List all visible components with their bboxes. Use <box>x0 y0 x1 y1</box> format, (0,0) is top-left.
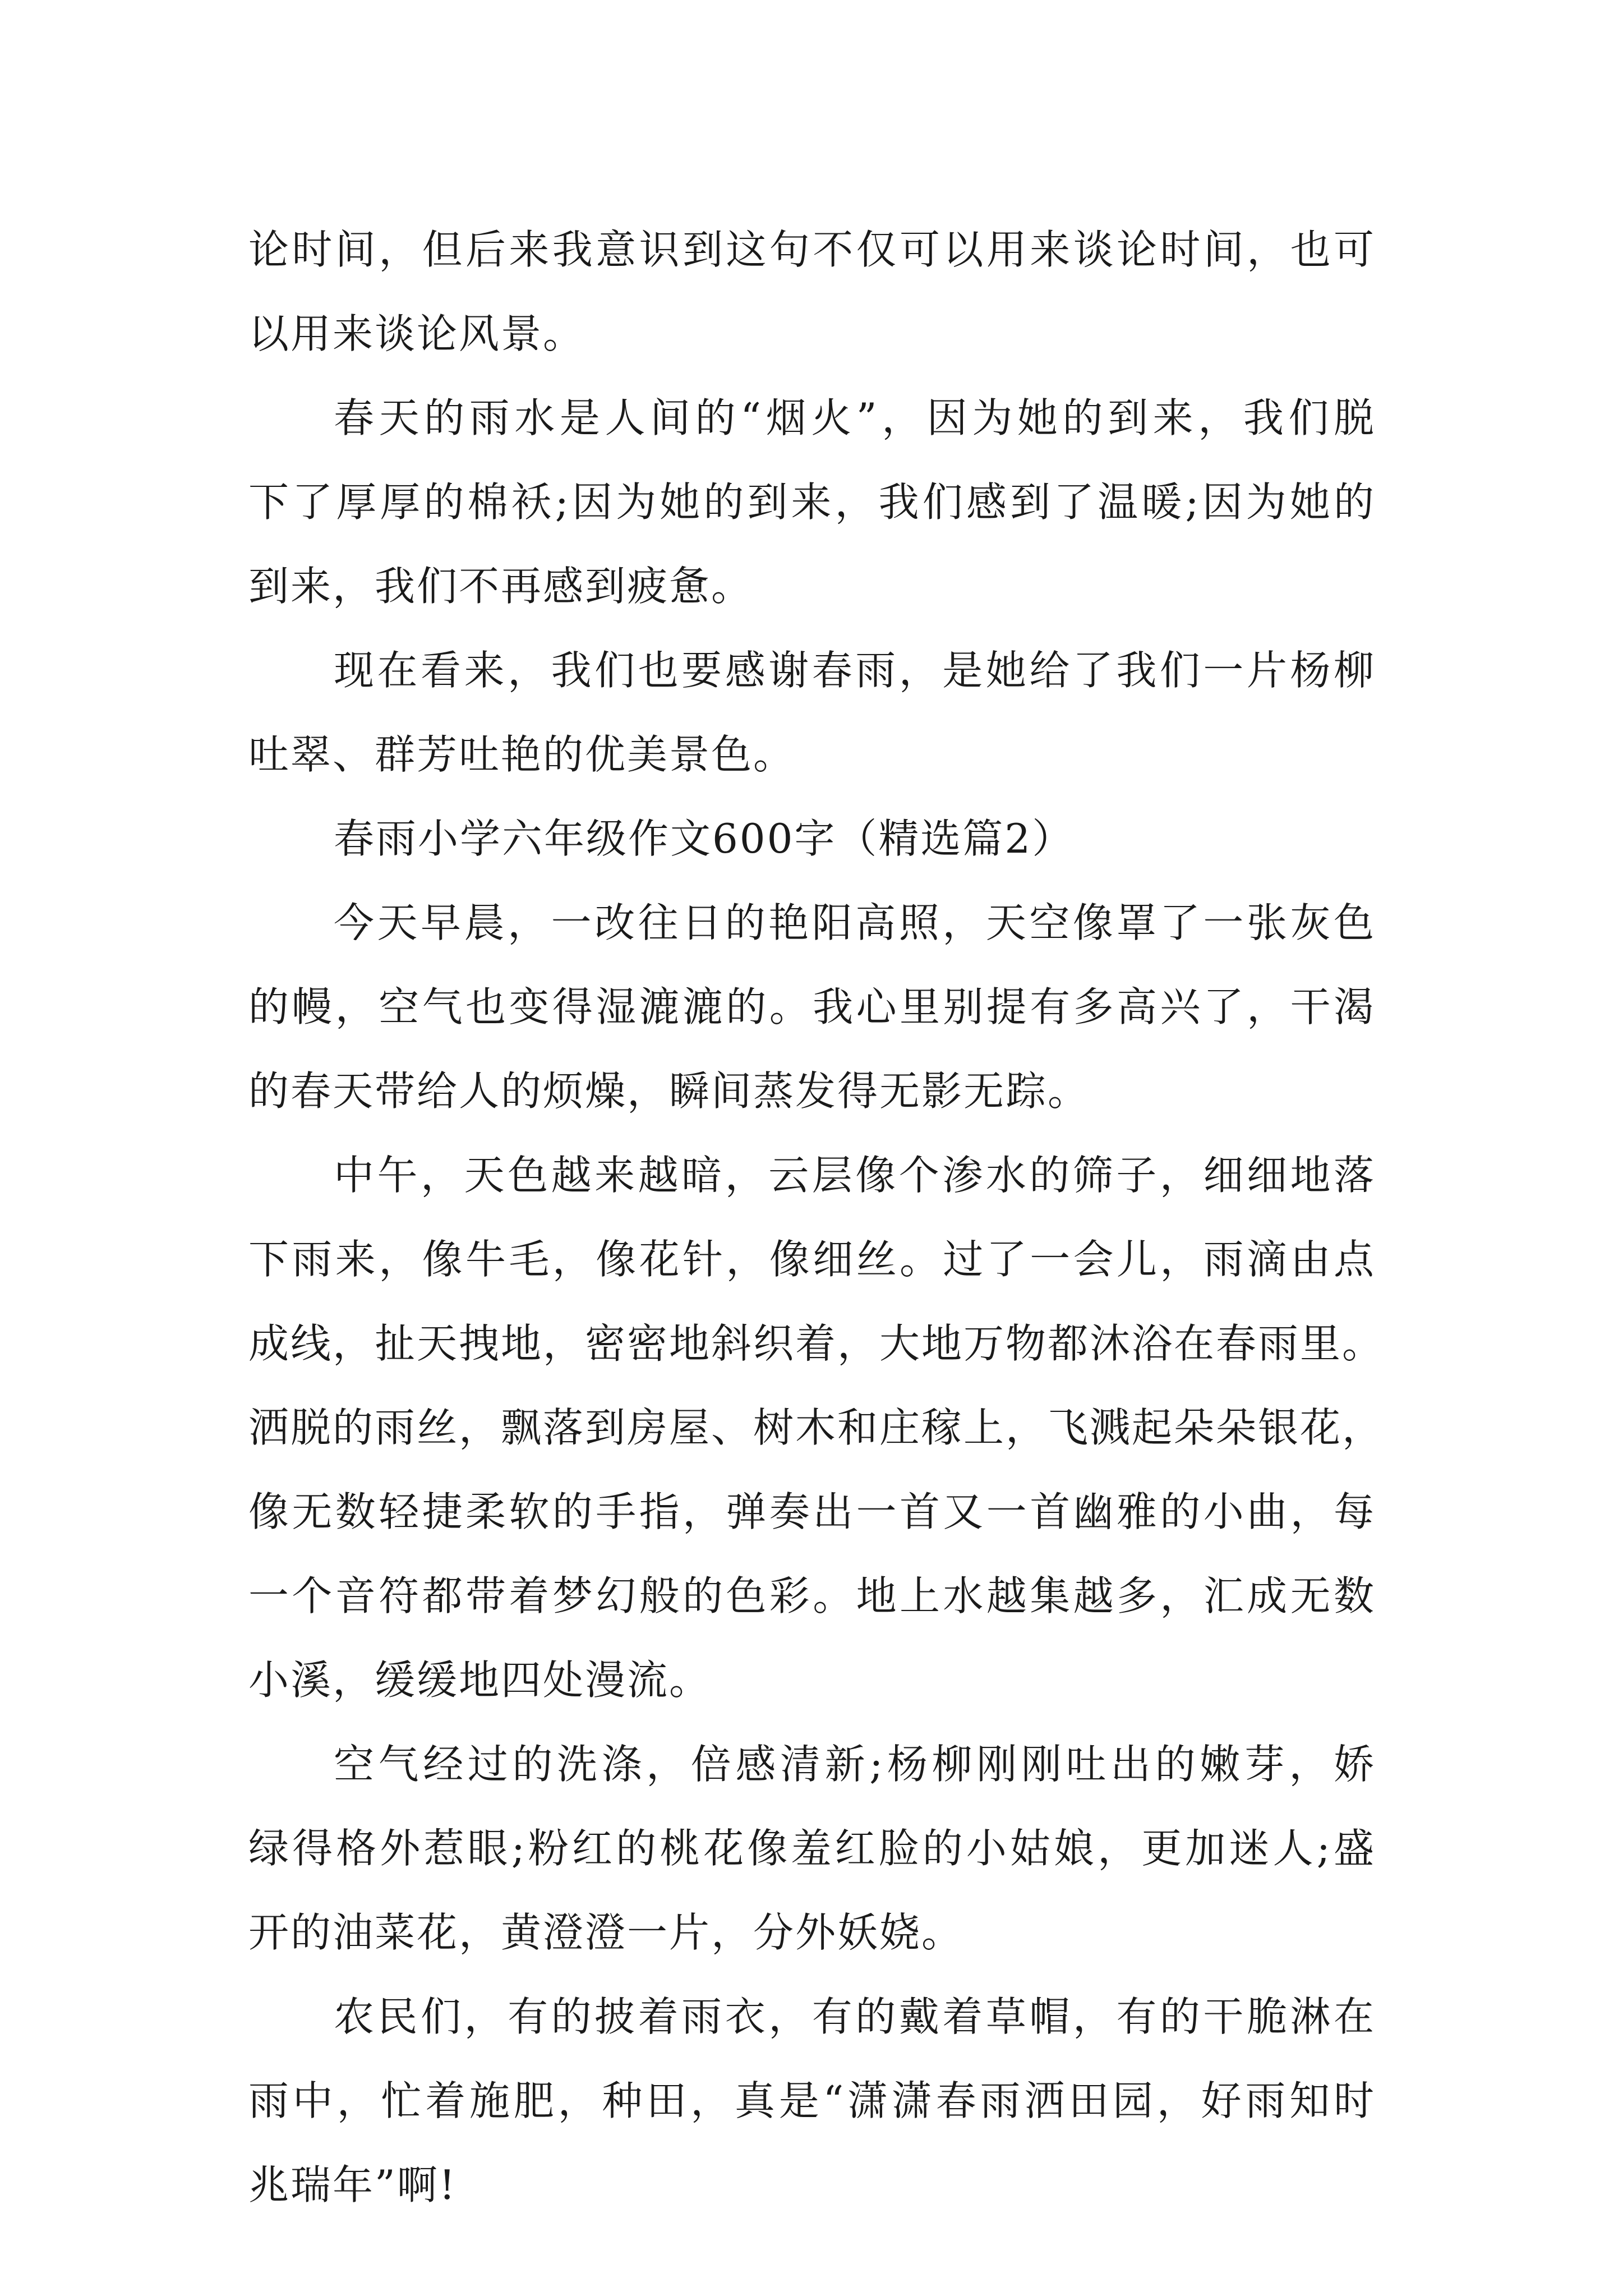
text-line: 春雨小学六年级作文600字（精选篇2） <box>334 815 1075 862</box>
text-line: 的幔，空气也变得湿漉漉的。我心里别提有多高兴了，干渴 <box>248 983 1376 1030</box>
text-line: 雨中，忙着施肥，种田，真是“潇潇春雨洒田园，好雨知时 <box>248 2077 1376 2124</box>
text-line: 春天的雨水是人间的“烟火”，因为她的到来，我们脱 <box>334 394 1376 441</box>
text-line: 农民们，有的披着雨衣，有的戴着草帽，有的干脆淋在 <box>334 1993 1376 2040</box>
text-line: 到来，我们不再感到疲惫。 <box>248 563 754 610</box>
text-line: 今天早晨，一改往日的艳阳高照，天空像罩了一张灰色 <box>334 899 1376 946</box>
text-line: 论时间，但后来我意识到这句不仅可以用来谈论时间，也可 <box>248 226 1376 273</box>
text-line: 的春天带给人的烦燥，瞬间蒸发得无影无踪。 <box>248 1068 1090 1115</box>
text-line: 空气经过的洗涤，倍感清新;杨柳刚刚吐出的嫩芽，娇 <box>334 1741 1376 1788</box>
text-line: 像无数轻捷柔软的手指，弹奏出一首又一首幽雅的小曲，每 <box>248 1488 1376 1535</box>
text-line: 成线，扯天拽地，密密地斜织着，大地万物都沐浴在春雨里。 <box>248 1320 1385 1367</box>
text-line: 兆瑞年”啊! <box>248 2161 457 2208</box>
text-line: 以用来谈论风景。 <box>248 310 585 357</box>
text-line: 中午，天色越来越暗，云层像个渗水的筛子，细细地落 <box>334 1152 1376 1199</box>
document-body <box>248 208 1385 2227</box>
text-line: 绿得格外惹眼;粉红的桃花像羞红脸的小姑娘，更加迷人;盛 <box>248 1825 1376 1872</box>
text-line: 下了厚厚的棉袄;因为她的到来，我们感到了温暖;因为她的 <box>248 478 1376 526</box>
text-line: 洒脱的雨丝，飘落到房屋、树木和庄稼上，飞溅起朵朵银花， <box>248 1404 1385 1451</box>
text-line: 现在看来，我们也要感谢春雨，是她给了我们一片杨柳 <box>334 647 1376 694</box>
text-line: 开的油菜花，黄澄澄一片，分外妖娆。 <box>248 1909 964 1956</box>
text-line: 吐翠、群芳吐艳的优美景色。 <box>248 731 796 778</box>
text-line: 一个音符都带着梦幻般的色彩。地上水越集越多，汇成无数 <box>248 1572 1376 1619</box>
text-line: 小溪，缓缓地四处漫流。 <box>248 1657 712 1704</box>
text-line: 下雨来，像牛毛，像花针，像细丝。过了一会儿，雨滴由点 <box>248 1236 1376 1283</box>
